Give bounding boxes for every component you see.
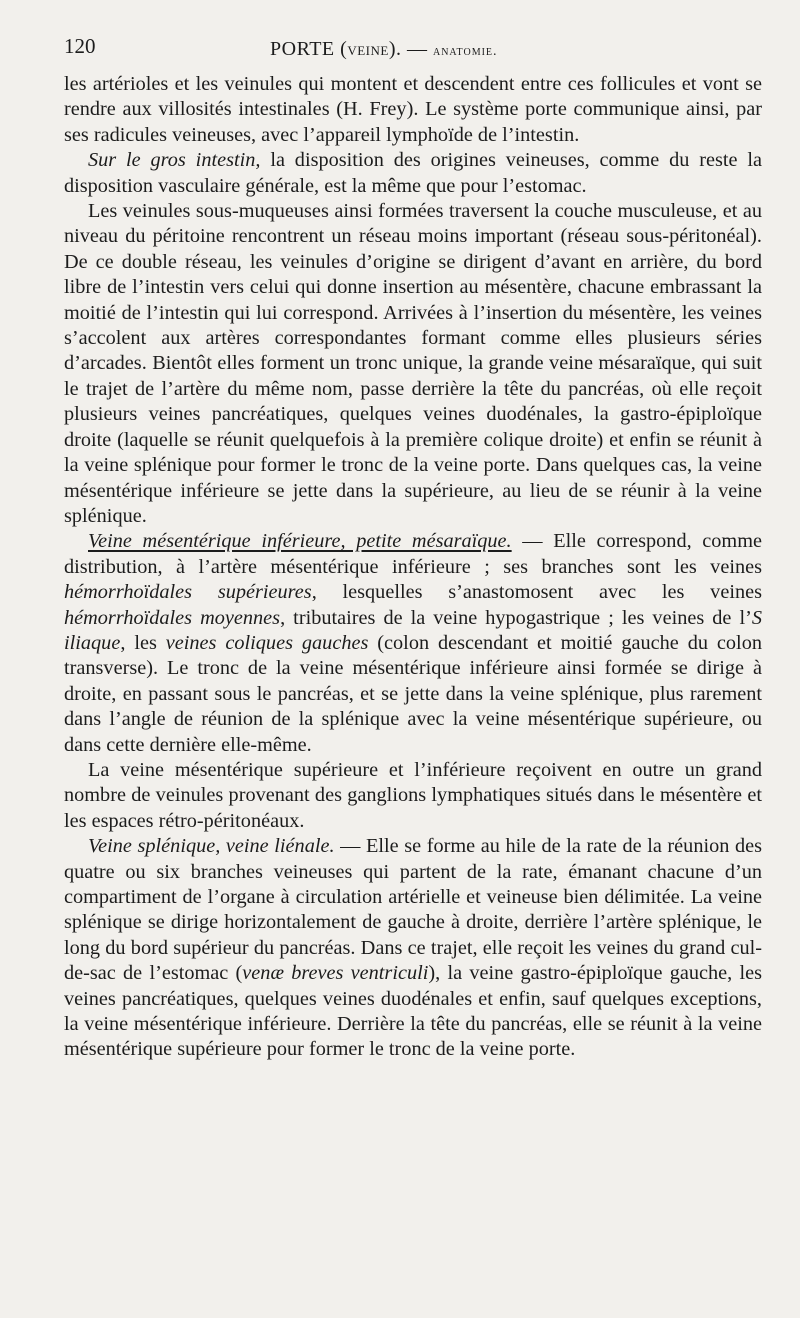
paragraph-4-italic-2: hémorrhoïdales moyennes <box>64 606 281 629</box>
paragraph-4-text-a: — Elle correspond, comme distribution, à l’artère mésentérique inférieure ; ses branches sont les veines <box>64 530 762 578</box>
paragraph-4-text-b: , lesquelles s’anastomosent avec les veines <box>311 581 762 604</box>
paragraph-5: La veine mésentérique supérieure et l’inférieure reçoivent en outre un grand nombre de veinules provenant des ganglions lymphatiques situés dans le mésentère et les espaces rétro-péritonéaux. <box>64 758 762 832</box>
running-head-subtitle: veine <box>347 39 389 59</box>
running-head <box>270 38 498 61</box>
page-number: 120 <box>64 34 96 58</box>
paragraph-4-italic-1: hémorrhoïdales supérieures <box>64 581 312 604</box>
section-heading-inferior-mesenteric: Veine mésentérique inférieure, petite mésaraïque. <box>88 530 512 553</box>
paragraph-4-text-c: , tributaires de la veine hypogastrique ; les veines de l’ <box>280 606 752 629</box>
body-text <box>64 72 762 1063</box>
paragraph-6-text-a: — Elle se forme au hile de la rate de la réunion des quatre ou six branches veineuses qui partent de la rate, émanant chacune d’un compartiment de l’organe à circulation artérielle et veineuse bien délimitée. La veine splénique se dirige horizontalement de gauche à droite, derrière l’artère splénique, le long du bord supérieur du pancréas. Dans ce trajet, elle reçoit les veines du grand cul-de-sac de l’estomac ( <box>64 835 763 985</box>
section-heading-splenic-vein: Veine splénique, veine liénale. <box>88 835 335 858</box>
running-head-paren-close: ). — <box>388 38 433 60</box>
paragraph-4-text-d: , les <box>120 631 166 654</box>
paragraph-2 <box>64 148 762 199</box>
paragraph-6-italic-1: venæ breves ventriculi <box>242 962 429 985</box>
paragraph-2-italic: Sur le gros intestin, <box>88 149 261 172</box>
running-head-title: PORTE <box>270 38 335 60</box>
paragraph-1: les artérioles et les veinules qui montent et descendent entre ces follicules et vont se rendre aux villosités intestinales (H. Frey). Le système porte communique ainsi, par ses radicules veineuses, avec l’appareil lymphoïde de l’intestin. <box>64 73 762 146</box>
paragraph-2-text: la disposition des origines veineuses, comme du reste la disposition vasculaire générale, est la même que pour l’estomac. <box>64 149 762 197</box>
paragraph-4-text-e: (colon descendant et moitié gauche du colon transverse). Le tronc de la veine mésentérique inférieure ainsi formée se dirige à droite, en passant sous le pancréas, et se jette dans la veine splénique, plus rarement dans l’angle de réunion de la splénique avec la veine mésentérique supérieure, ou dans cette dernière elle-même. <box>64 631 762 756</box>
page-header <box>64 32 762 72</box>
paragraph-4 <box>64 529 762 758</box>
paragraph-4-italic-3: S iliaque <box>64 606 762 654</box>
paragraph-4-italic-4: veines coliques gauches <box>165 631 369 654</box>
running-head-section: anatomie. <box>432 44 498 59</box>
paragraph-3: Les veinules sous-muqueuses ainsi formées traversent la couche musculeuse, et au niveau du péritoine rencontrent un réseau moins important (réseau sous-péritonéal). De ce double réseau, les veinules d’origine se dirigent d’avant en arrière, du bord libre de l’intestin vers celui qui donne insertion au mésentère, chacune embrassant la moitié de l’intestin qui lui correspond. Arrivées à l’insertion du mésentère, les veines s’accolent aux artères correspondantes formant comme elles plusieurs séries d’arcades. Bientôt elles forment un tronc unique, la grande veine mésaraïque, qui suit le trajet de l’artère du même nom, passe derrière la tête du pancréas, où elle reçoit plusieurs veines pancréatiques, quelques veines duodénales, la gastro-épiploïque droite (laquelle se réunit quelquefois à la première colique droite) et enfin se réunit à la veine splénique pour former le tronc de la veine porte. Dans quelques cas, la veine mésentérique inférieure se jette dans la supérieure, au lieu de se réunir à la veine splénique. <box>64 200 762 527</box>
running-head-paren-open: ( <box>334 38 348 60</box>
paragraph-6 <box>64 834 762 1063</box>
paragraph-6-text-b: ), la veine gastro-épiploïque gauche, les veines pancréatiques, quelques veines duodénales et enfin, sauf quelques exceptions, la veine mésentérique inférieure. Derrière la tête du pancréas, elle se réunit à la veine mésentérique supérieure pour former le tronc de la veine porte. <box>64 962 762 1061</box>
